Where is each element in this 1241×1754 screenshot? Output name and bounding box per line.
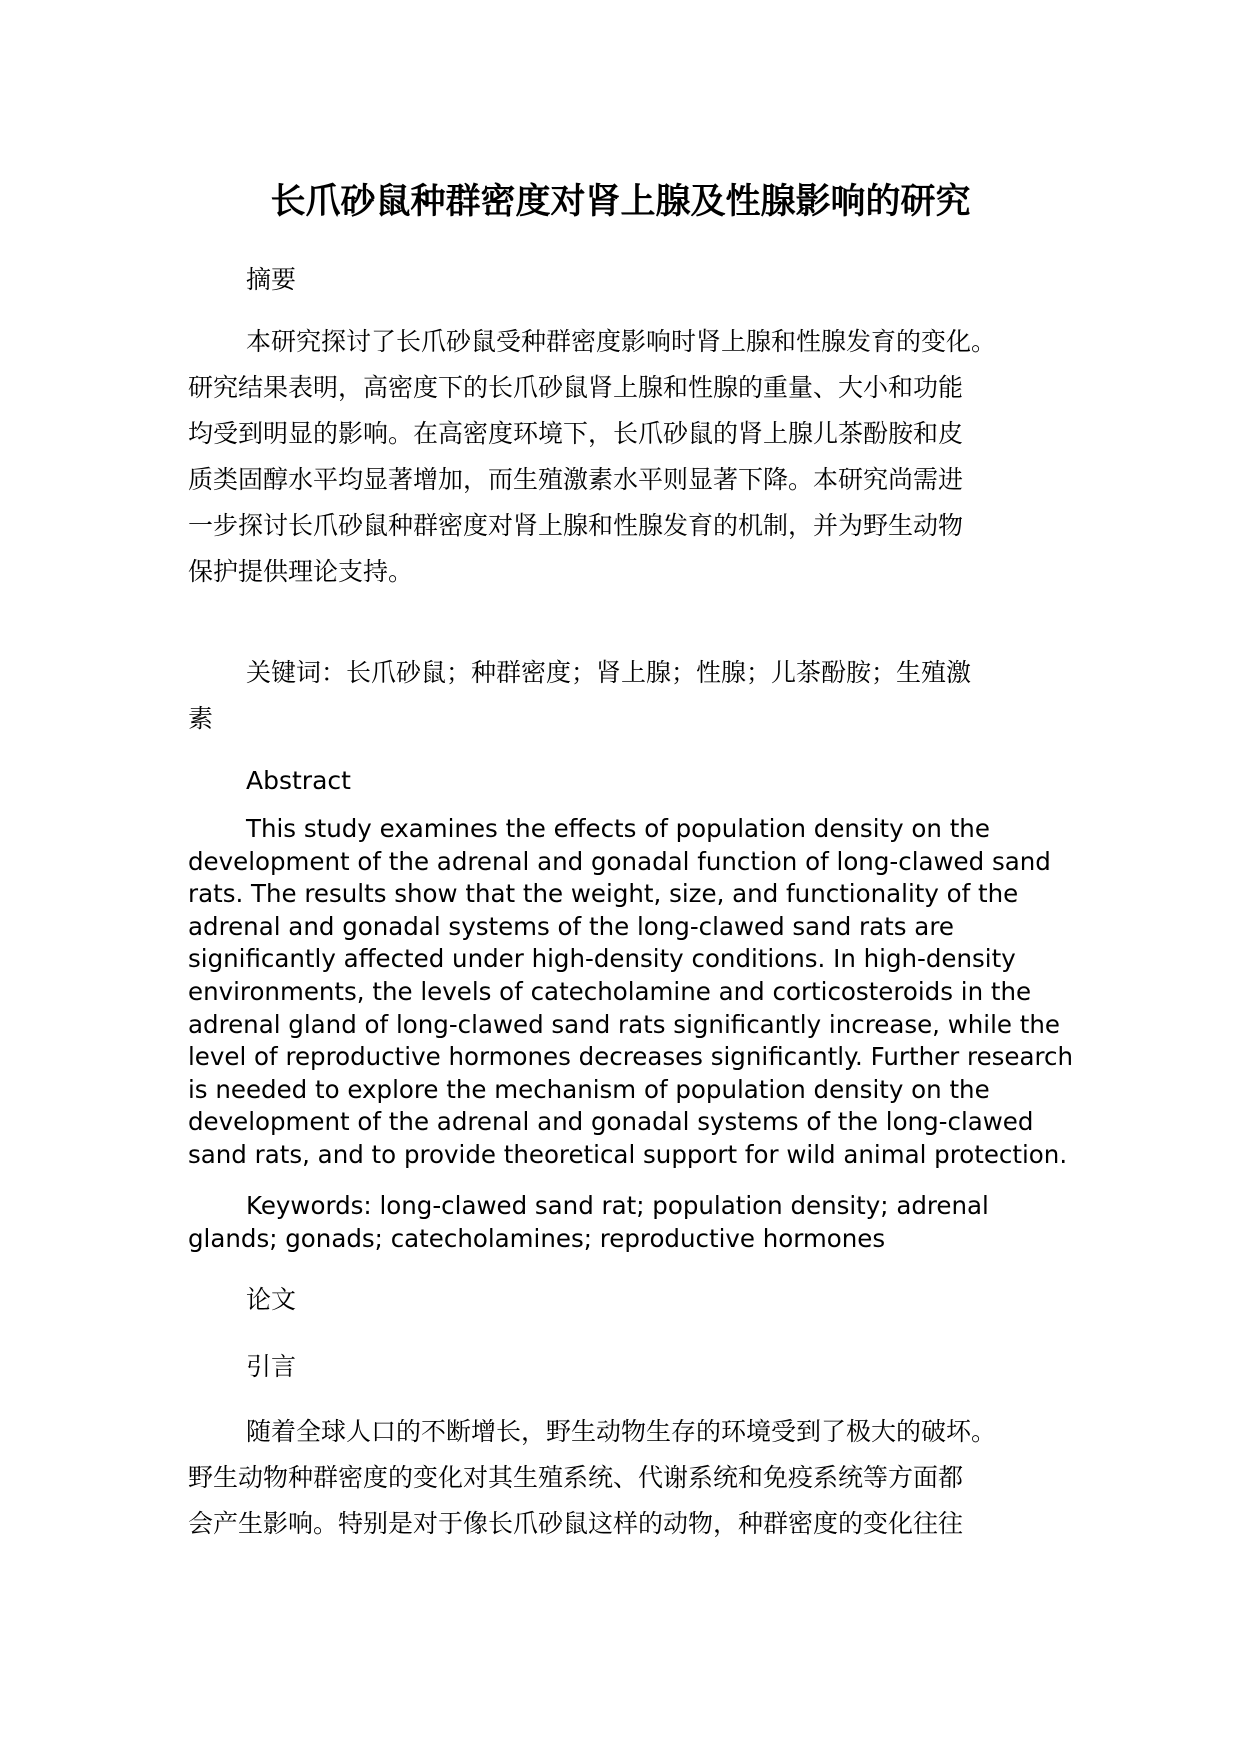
- abstract-en-line: development of the adrenal and gonadal systems of the long-clawed: [188, 1107, 1034, 1137]
- keywords-cn-line: 关键词：长爪砂鼠；种群密度；肾上腺；性腺；儿茶酚胺；生殖激: [246, 658, 972, 687]
- paper-heading: 论文: [246, 1285, 297, 1314]
- keywords-cn-paragraph: [188, 650, 1068, 742]
- abstract-en-line: This study examines the effects of population density on the: [246, 814, 990, 843]
- abstract-en-line: level of reproductive hormones decreases significantly. Further research: [188, 1042, 1074, 1072]
- abstract-en-heading: Abstract: [246, 766, 351, 795]
- page-title: 长爪砂鼠种群密度对肾上腺及性腺影响的研究: [270, 182, 971, 222]
- intro-cn-paragraph: [188, 1409, 1068, 1547]
- intro-cn-line: 随着全球人口的不断增长，野生动物生存的环境受到了极大的破坏。: [246, 1417, 997, 1446]
- abstract-cn-line: 研究结果表明，高密度下的长爪砂鼠肾上腺和性腺的重量、大小和功能: [188, 373, 964, 402]
- intro-cn-line: 会产生影响。特别是对于像长爪砂鼠这样的动物，种群密度的变化往往: [188, 1509, 964, 1538]
- abstract-en-line: is needed to explore the mechanism of population density on the: [188, 1074, 990, 1104]
- intro-cn-line: 野生动物种群密度的变化对其生殖系统、代谢系统和免疫系统等方面都: [188, 1463, 964, 1492]
- keywords-en-line: Keywords: long-clawed sand rat; population density; adrenal: [246, 1191, 989, 1220]
- abstract-cn-line: 质类固醇水平均显著增加，而生殖激素水平则显著下降。本研究尚需进: [188, 465, 964, 494]
- abstract-cn-line: 一步探讨长爪砂鼠种群密度对肾上腺和性腺发育的机制，并为野生动物: [188, 511, 964, 540]
- abstract-en-line: environments, the levels of catecholamine and corticosteroids in the: [188, 976, 1032, 1006]
- abstract-en-line: rats. The results show that the weight, size, and functionality of the: [188, 879, 1019, 909]
- keywords-cn-line: 素: [188, 704, 214, 733]
- abstract-en-line: adrenal gland of long-clawed sand rats significantly increase, while the: [188, 1009, 1060, 1039]
- abstract-en-line: adrenal and gonadal systems of the long-clawed sand rats are: [188, 911, 954, 941]
- abstract-cn-line: 均受到明显的影响。在高密度环境下，长爪砂鼠的肾上腺儿茶酚胺和皮: [188, 419, 964, 448]
- abstract-cn-line: 本研究探讨了长爪砂鼠受种群密度影响时肾上腺和性腺发育的变化。: [246, 327, 997, 356]
- keywords-en-paragraph: [188, 1190, 1068, 1255]
- abstract-en-paragraph: [188, 813, 1074, 1172]
- abstract-heading: 摘要: [246, 265, 297, 294]
- abstract-en-line: sand rats, and to provide theoretical support for wild animal protection.: [188, 1139, 1068, 1169]
- keywords-en-line: glands; gonads; catecholamines; reproductive hormones: [188, 1223, 886, 1253]
- intro-heading: 引言: [246, 1352, 297, 1381]
- abstract-cn-paragraph: [188, 319, 1068, 595]
- abstract-en-line: significantly affected under high-density conditions. In high-density: [188, 944, 1016, 974]
- abstract-cn-line: 保护提供理论支持。: [188, 557, 414, 586]
- abstract-en-line: development of the adrenal and gonadal function of long-clawed sand: [188, 846, 1051, 876]
